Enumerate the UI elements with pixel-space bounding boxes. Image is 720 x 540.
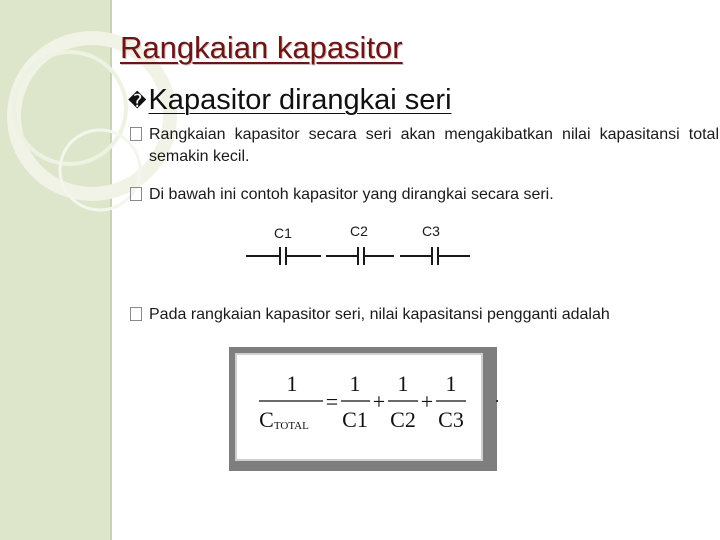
formula-term-c2: C2 xyxy=(390,407,416,432)
formula-term-c1: C1 xyxy=(342,407,368,432)
formula-numerator: 1 xyxy=(286,371,298,396)
section-heading-text: Kapasitor dirangkai seri xyxy=(148,84,452,116)
capacitor-label-c3: C3 xyxy=(422,223,440,239)
bullet-marker-icon: � xyxy=(128,90,147,111)
series-capacitance-formula xyxy=(237,355,481,459)
formula-equals: = xyxy=(325,389,339,414)
series-capacitor-diagram xyxy=(240,218,480,268)
formula-ctotal: CTOTAL xyxy=(259,407,309,432)
capacitor-label-c1: C1 xyxy=(274,225,292,241)
bullet-box-icon xyxy=(130,187,142,201)
formula-term-c3: C3 xyxy=(438,407,464,432)
formula-numerator: 1 xyxy=(445,371,457,396)
bullet-text: Pada rangkaian kapasitor seri, nilai kapasitansi pengganti adalah xyxy=(149,306,610,323)
bullet-box-icon xyxy=(130,307,142,321)
slide-title: Rangkaian kapasitor xyxy=(120,30,403,65)
formula-numerator: 1 xyxy=(349,371,361,396)
section-heading xyxy=(128,84,452,117)
formula-plus: + xyxy=(420,389,434,414)
formula-panel xyxy=(235,353,483,461)
bullet-text: Rangkaian kapasitor secara seri akan mengakibatkan nilai kapasitansi total semakin kecil. xyxy=(149,126,719,165)
bullet-text: Di bawah ini contoh kapasitor yang dirangkai secara seri. xyxy=(149,186,554,203)
bullet-box-icon xyxy=(130,127,142,141)
formula-frame xyxy=(229,347,497,471)
decorative-side-band xyxy=(0,0,112,540)
formula-plus: + xyxy=(372,389,386,414)
capacitor-label-c2: C2 xyxy=(350,223,368,239)
formula-numerator: 1 xyxy=(397,371,409,396)
stray-dot xyxy=(496,400,498,402)
